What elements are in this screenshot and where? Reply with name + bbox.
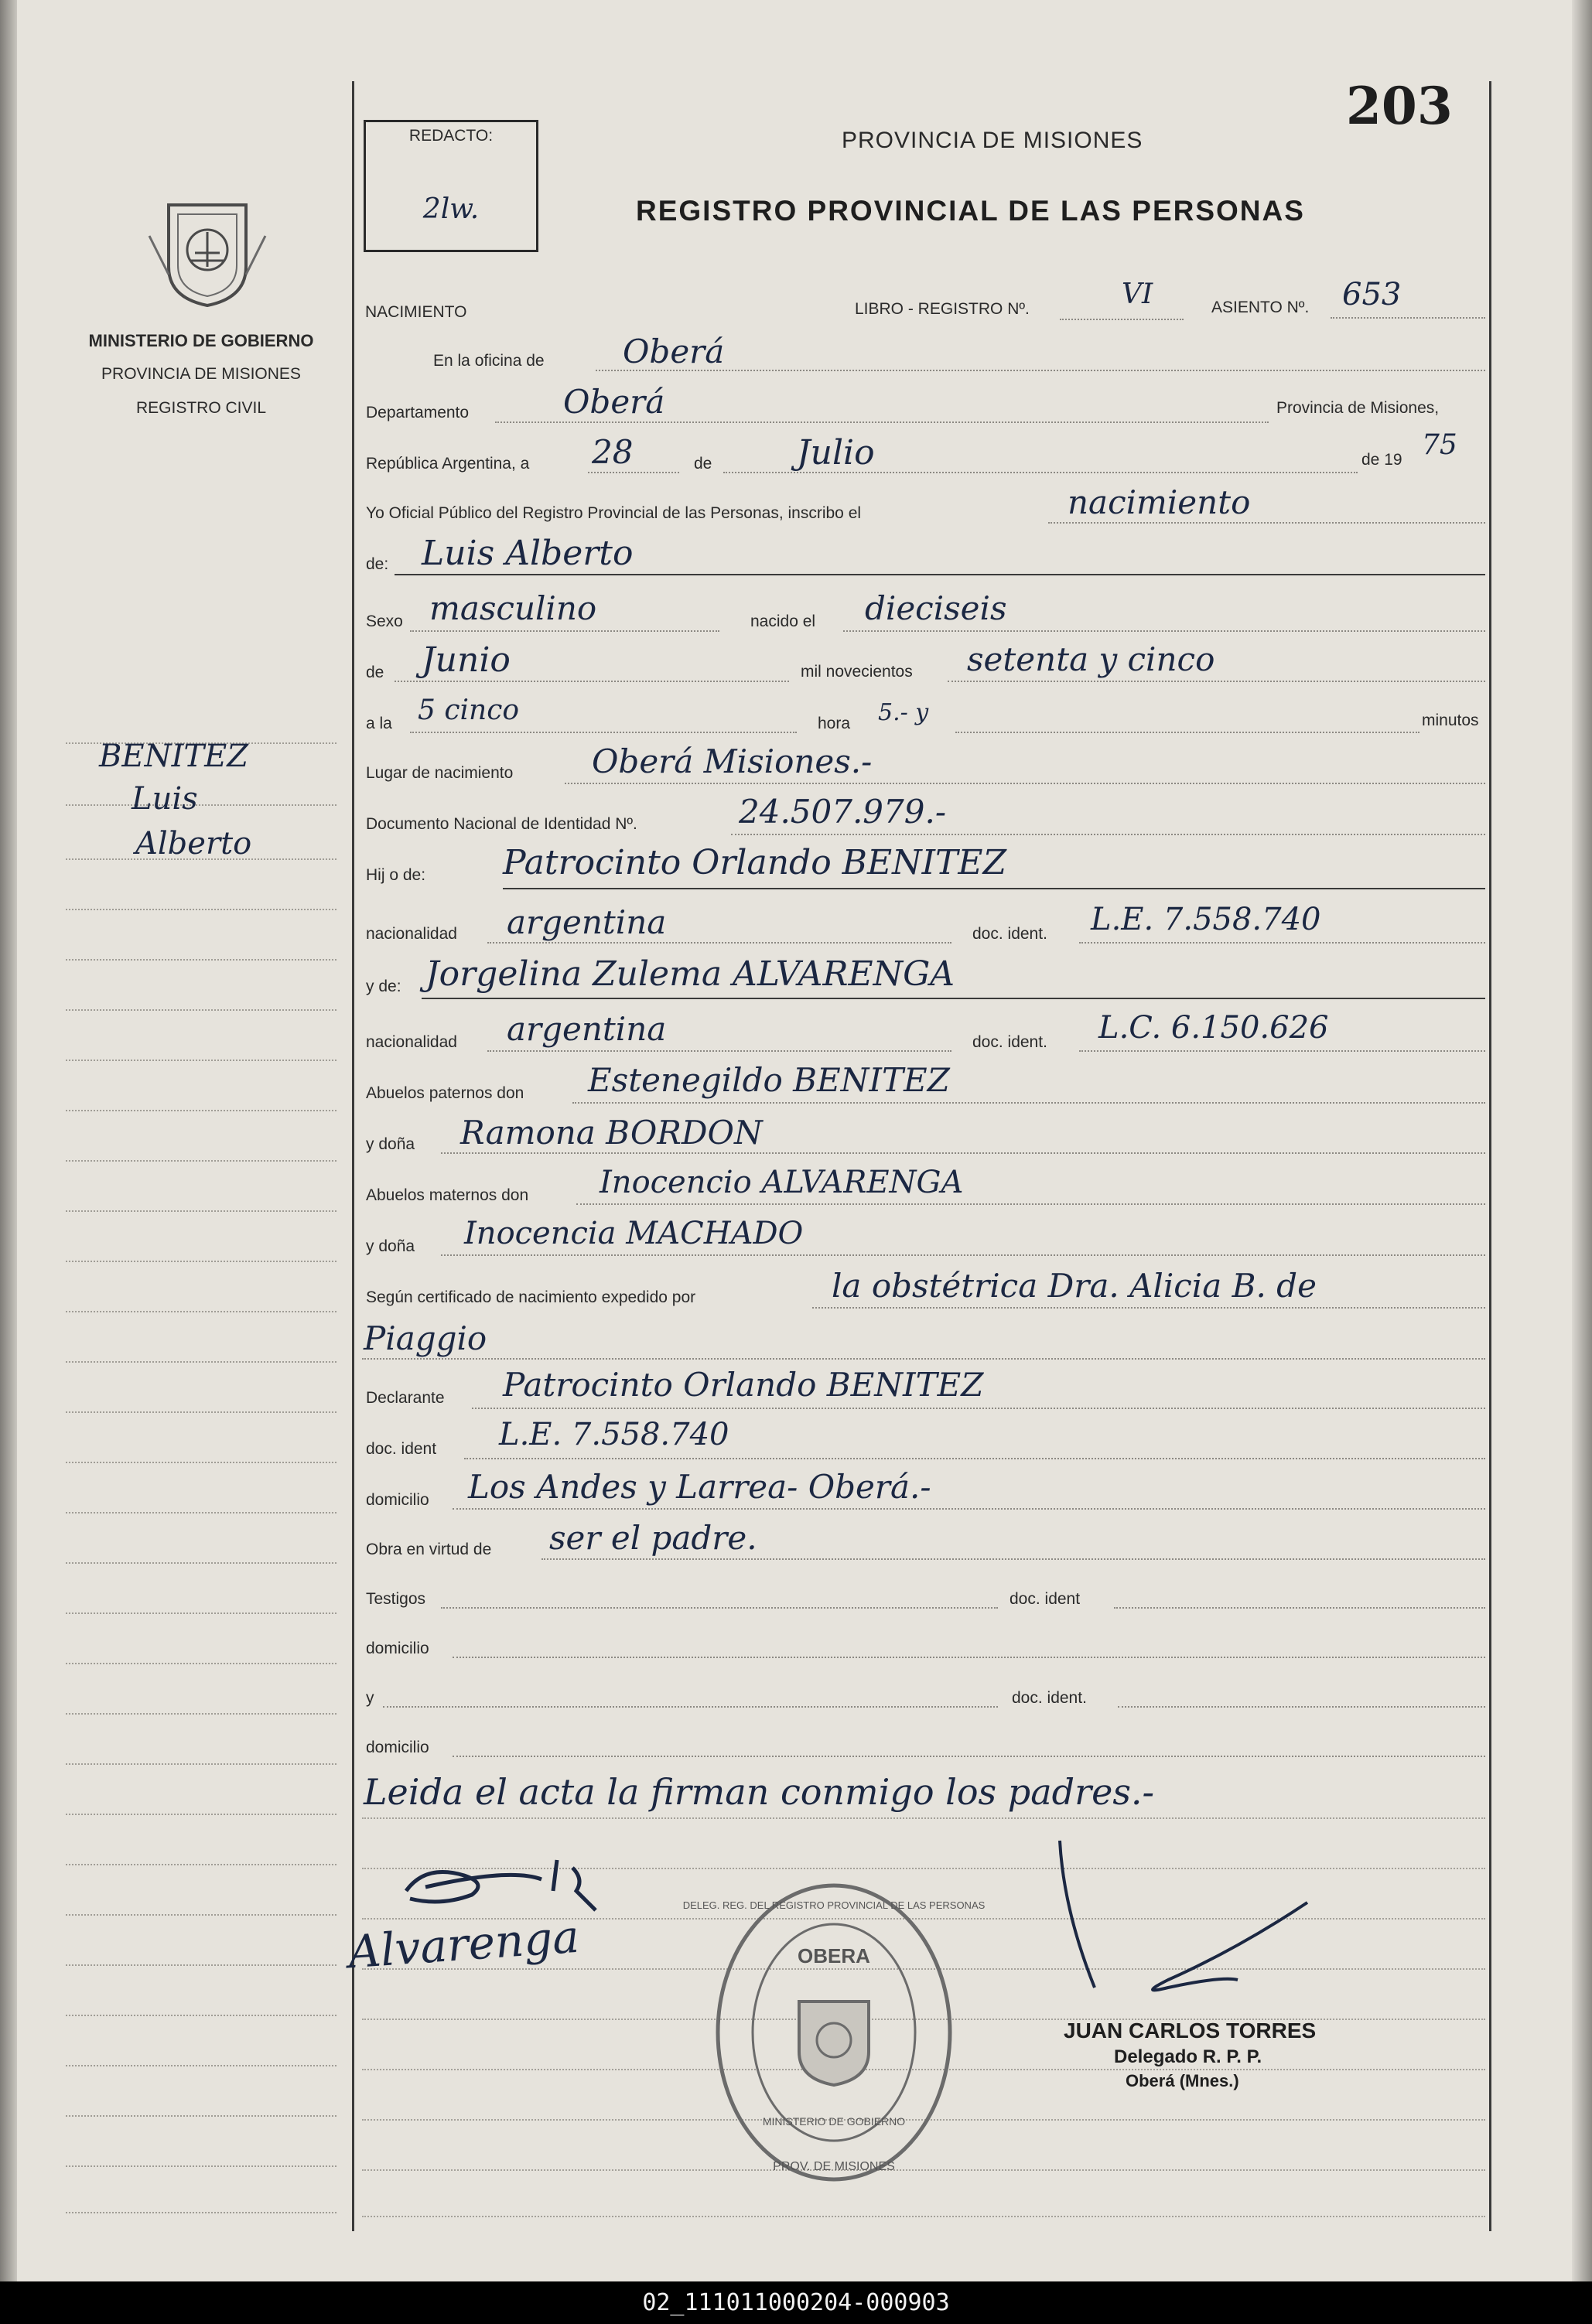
ministry-name: MINISTERIO DE GOBIERNO [88, 331, 314, 350]
ab-mat-value: Inocencio ALVARENGA [600, 1165, 964, 1200]
margin-middle-name: Alberto [135, 826, 252, 862]
doc1-value: L.E. 7.558.740 [1091, 902, 1321, 937]
nac2-label: nacionalidad [366, 1033, 457, 1051]
province-heading: PROVINCIA DE MISIONES [842, 128, 1143, 153]
doc5-label: doc. ident. [1012, 1689, 1087, 1707]
ministry-province: PROVINCIA DE MISIONES [101, 365, 301, 383]
margin-surname: BENITEZ [99, 739, 249, 774]
y-line [383, 1706, 998, 1708]
dom-line [453, 1508, 1485, 1510]
redacto-label: REDACTO: [408, 127, 494, 145]
doc2-line [1079, 1050, 1485, 1052]
hora-value: 5 cinco [418, 694, 520, 726]
testigos-label: Testigos [366, 1590, 426, 1608]
doc3-label: doc. ident [366, 1440, 437, 1458]
declarante-label: Declarante [366, 1389, 445, 1407]
ab-mat-label: Abuelos maternos don [366, 1186, 529, 1204]
sexo-value: masculino [429, 589, 597, 627]
ab-pat-line [572, 1102, 1485, 1104]
cert-value: la obstétrica Dra. Alicia B. de [832, 1267, 1317, 1305]
mes-line [723, 472, 1358, 473]
doc4-label: doc. ident [1010, 1590, 1081, 1608]
mes-nac-line [395, 681, 789, 682]
act-type-label: NACIMIENTO [365, 303, 467, 321]
de3-label: de [366, 664, 384, 681]
anio-value: 75 [1422, 429, 1457, 461]
sheet-number: 203 [1346, 76, 1453, 136]
yde-label: y de: [366, 978, 401, 995]
de2-label: de: [366, 555, 389, 573]
de-label: de [694, 455, 712, 473]
dni-label: Documento Nacional de Identidad Nº. [366, 815, 637, 833]
image-footer-id: 02_111011000204-000903 [0, 2281, 1592, 2324]
dia-line [588, 472, 679, 473]
ministry-registry: REGISTRO CIVIL [135, 399, 267, 417]
right-rule [1489, 81, 1491, 2231]
mother-signature: Alvarenga [346, 1909, 581, 1979]
doc4-line [1114, 1607, 1485, 1609]
stamp-bottom-text: PROV. DE MISIONES [773, 2160, 895, 2173]
nac2-value: argentina [507, 1010, 667, 1048]
departamento-line [495, 421, 1269, 423]
stamp-center-top: OBERA [798, 1944, 870, 1967]
hora-num-value: 5.- y [878, 699, 929, 726]
dom3-label: domicilio [366, 1739, 429, 1756]
ab-pat2-value: Ramona BORDON [460, 1114, 763, 1152]
oficial-label: Yo Oficial Público del Registro Provincial de las Personas, inscribo el [366, 504, 862, 522]
dom2-line [453, 1657, 1485, 1658]
mes-value: Julio [797, 433, 875, 473]
dom-label: domicilio [366, 1491, 429, 1509]
testigos-line [441, 1607, 998, 1609]
ab-mat2-line [441, 1254, 1485, 1256]
blank-line [362, 2216, 1485, 2217]
departamento-label: Departamento [366, 404, 470, 421]
redacto-initials: 2lw. [422, 193, 480, 225]
asiento-label: ASIENTO Nº. [1211, 299, 1310, 316]
blank-line [362, 1817, 1485, 1819]
dom3-line [453, 1756, 1485, 1757]
dni-value: 24.507.979.- [739, 793, 947, 831]
dom2-label: domicilio [366, 1640, 429, 1657]
y-label: y [366, 1689, 374, 1707]
dom-value: Los Andes y Larrea- Oberá.- [468, 1468, 931, 1506]
padre-value: Patrocinto Orlando BENITEZ [503, 843, 1007, 882]
officer-title: Delegado R. P. P. [1114, 2046, 1262, 2067]
anio-nac-value: setenta y cinco [967, 640, 1215, 678]
dia-value: 28 [592, 433, 634, 471]
declarante-value: Patrocinto Orlando BENITEZ [503, 1366, 984, 1404]
declarante-line [472, 1408, 1485, 1409]
ab-pat-label: Abuelos paternos don [366, 1084, 524, 1102]
ydona1-label: y doña [366, 1135, 415, 1153]
lugar-line [565, 783, 1485, 784]
ydona2-label: y doña [366, 1237, 415, 1255]
asiento-value: 653 [1342, 277, 1402, 312]
margin-given-name: Luis [132, 781, 198, 817]
libro-value: VI [1122, 278, 1153, 310]
ala-label: a la [366, 715, 392, 732]
ab-mat-line [576, 1203, 1485, 1205]
anio-label: de 19 [1361, 451, 1402, 469]
cert-value-2: Piaggio [364, 1319, 487, 1357]
hora-label: hora [818, 715, 851, 732]
mes-nac-value: Junio [422, 640, 511, 680]
nac1-line [487, 942, 951, 944]
official-stamp-icon [682, 1878, 986, 2187]
page-right-edge [1572, 0, 1592, 2281]
oficial-line [1048, 522, 1485, 524]
officer-name: JUAN CARLOS TORRES [1064, 2019, 1317, 2042]
doc3-line [464, 1458, 1485, 1459]
mil-label: mil novecientos [801, 663, 913, 681]
registry-title: REGISTRO PROVINCIAL DE LAS PERSONAS [636, 195, 1305, 227]
nacido-line [843, 630, 1485, 632]
padre-line [503, 888, 1485, 889]
page-left-edge [0, 0, 17, 2281]
officer-place: Oberá (Mnes.) [1126, 2071, 1239, 2090]
doc1-label: doc. ident. [972, 925, 1047, 943]
departamento-value: Oberá [563, 383, 665, 421]
doc2-label: doc. ident. [972, 1033, 1047, 1051]
oficina-label: En la oficina de [433, 352, 545, 370]
ab-pat2-line [441, 1152, 1485, 1154]
lugar-label: Lugar de nacimiento [366, 764, 514, 782]
margin-rule [352, 81, 354, 2231]
sexo-label: Sexo [366, 613, 403, 630]
oficial-value: nacimiento [1068, 483, 1251, 521]
oficina-value: Oberá [623, 333, 725, 370]
republica-label: República Argentina, a [366, 455, 530, 473]
anio-nac-line [948, 681, 1485, 682]
madre-value: Jorgelina Zulema ALVARENGA [425, 954, 955, 994]
stamp-center-bottom: MINISTERIO DE GOBIERNO [762, 2115, 906, 2128]
doc5-line [1118, 1706, 1485, 1708]
libro-label: LIBRO - REGISTRO Nº. [855, 300, 1030, 318]
nac1-value: argentina [507, 903, 667, 941]
cert-label: Según certificado de nacimiento expedido por [366, 1288, 696, 1306]
dni-line [731, 834, 1485, 835]
minutos-line [955, 732, 1419, 733]
madre-line [422, 998, 1485, 999]
lugar-value: Oberá Misiones.- [592, 742, 873, 780]
asiento-line [1331, 317, 1485, 319]
doc3-value: L.E. 7.558.740 [499, 1417, 729, 1452]
nacido-value: dieciseis [865, 589, 1007, 627]
oficina-line [596, 370, 1485, 371]
doc2-value: L.C. 6.150.626 [1098, 1010, 1329, 1046]
redacto-box [364, 120, 538, 252]
nombre-value: Luis Alberto [422, 534, 634, 573]
ab-mat2-value: Inocencia MACHADO [464, 1216, 804, 1251]
nac1-label: nacionalidad [366, 925, 457, 943]
libro-line [1060, 319, 1184, 320]
closing-statement: Leida el acta la firman conmigo los padres.- [364, 1771, 1155, 1813]
hijo-label: Hij o de: [366, 866, 426, 884]
ministry-seal-icon [145, 189, 269, 313]
obra-value: ser el padre. [549, 1519, 757, 1557]
nac2-line [487, 1050, 951, 1052]
minutos-label: minutos [1422, 712, 1479, 729]
obra-line [541, 1558, 1485, 1560]
officer-stamp [1064, 2019, 1316, 2091]
cert-line [812, 1307, 1485, 1309]
obra-label: Obra en virtud de [366, 1541, 492, 1558]
doc1-line [1079, 942, 1485, 944]
nacido-label: nacido el [750, 613, 816, 630]
sexo-line [410, 630, 719, 632]
stamp-outer-text: DELEG. REG. DEL REGISTRO PROVINCIAL DE LAS PERSONAS [682, 1899, 986, 1911]
ab-pat-value: Estenegildo BENITEZ [588, 1061, 950, 1099]
provincia-label: Provincia de Misiones, [1276, 399, 1440, 417]
cert-line-2 [362, 1358, 1485, 1360]
hora-line [410, 732, 797, 733]
nombre-line [395, 574, 1485, 575]
